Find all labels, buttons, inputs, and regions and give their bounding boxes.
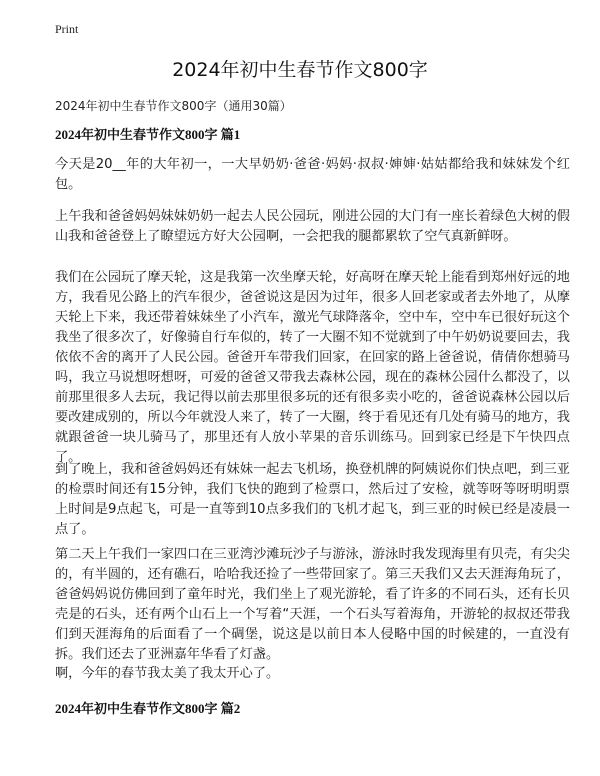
paragraph: 啊，今年的春节我太美了我太开心了。 [55, 666, 280, 681]
paragraph: 第二天上午我们一家四口在三亚湾沙滩玩沙子与游泳，游泳时我发现海里有贝壳，有尖尖的，有半圆的，还有礁石，哈哈我还捡了一些带回家了。第三天我们又去天涯海角玩了，爸爸妈妈说仿佛回到了童年时光，我们坐上了观光游轮，看了许多的不同石头，还有长贝壳是的石头，还有两个山石上一个写着“天涯，一个石头写着海角，开游轮的叔叔还带我们到天涯海角的后面看了一个碉堡，说这是以前日本人侵略中国的时候建的，一直没有拆。我们还去了亚洲嘉年华看了灯盏。 [55, 547, 570, 662]
section-heading-2: 2024年初中生春节作文800字 篇2 [55, 701, 241, 716]
section-heading-1: 2024年初中生春节作文800字 篇1 [55, 127, 241, 142]
paragraph: 今天是20__年的大年初一，一大早奶奶·爸爸·妈妈·叔叔·婶婶·姑姑都给我和妹妹发个红包。 [55, 157, 570, 192]
paragraph: 到了晚上，我和爸爸妈妈还有妹妹一起去飞机场，换登机牌的阿姨说你们快点吧，到三亚的检票时间还有15分钟，我们飞快的跑到了检票口，然后过了安检，就等呀等呀明明票上时间是9点起飞，可是一直等到10点多我们的飞机才起飞，到三亚的时候已经是凌晨一点了。 [55, 462, 570, 537]
paragraph: 我们在公园玩了摩天轮，这是我第一次坐摩天轮，好高呀在摩天轮上能看到郑州好远的地方，我看见公路上的汽车很少，爸爸说这是因为过年，很多人回老家或者去外地了，从摩天轮上下来，我还带着妹妹坐了小汽车，激光气球降落伞，空中车，空中车已很好玩这个我坐了很多次了，好像骑自行车似的，转了一大圈不知不觉就到了中午奶奶说要回去，我依依不舍的离开了人民公园。爸爸开车带我们回家，在回家的路上爸爸说，倩倩你想骑马吗，我立马说想呀想呀，可爱的爸爸又带我去森林公园，现在的森林公园什么都没了，以前那里很多人去玩，我记得以前去那里很多玩的还有很多卖小吃的，爸爸说森林公园以后要改建成别的，所以今年就没人来了，转了一大圈，终于看见还有几处有骑马的地方，我就跟爸爸一块儿骑马了，那里还有人放小苹果的音乐训练马。回到家已经是下午快四点了。 [55, 270, 570, 465]
document-title: 2024年初中生春节作文800字 [172, 59, 428, 81]
print-link[interactable]: Print [55, 22, 79, 36]
document-subtitle: 2024年初中生春节作文800字（通用30篇） [55, 99, 292, 113]
paragraph: 上午我和爸爸妈妈妹妹奶奶一起去人民公园玩，刚进公园的大门有一座长着绿色大树的假山我和爸爸登上了瞭望远方好大公园啊，一会把我的腿都累软了空气真新鲜呀。 [55, 209, 570, 244]
